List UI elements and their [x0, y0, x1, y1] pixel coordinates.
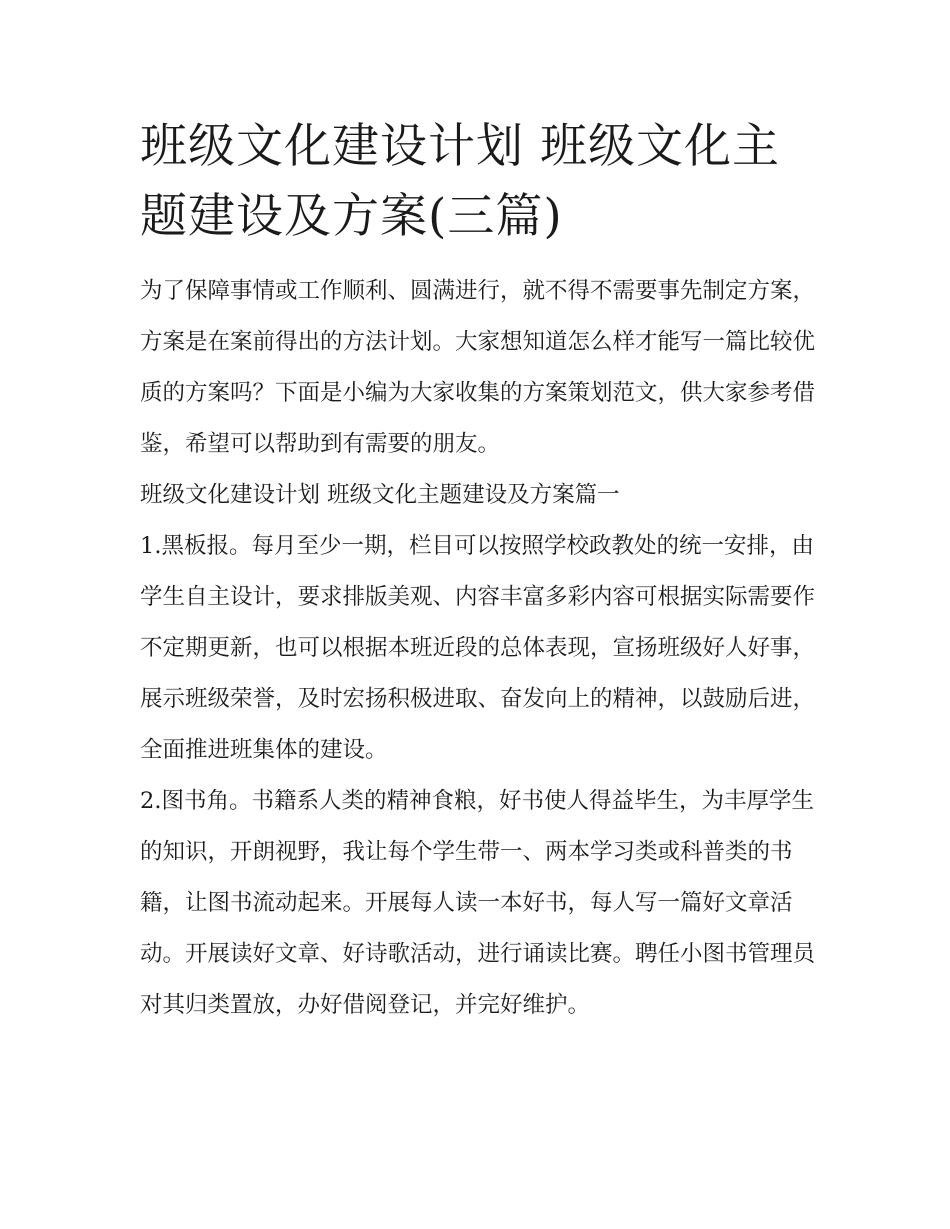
document-page — [140, 112, 820, 1031]
item-paragraph-blackboard: 1.黑板报。每月至少一期，栏目可以按照学校政教处的统一安排，由学生自主设计，要求排版美观、内容丰富多彩内容可根据实际需要作不定期更新，也可以根据本班近段的总体表现，宣扬班级好人好事，展示班级荣誉，及时宏扬积极进取、奋发向上的精神，以鼓励后进，全面推进班集体的建设。 — [140, 533, 816, 763]
document-body — [140, 266, 820, 1031]
intro-paragraph: 为了保障事情或工作顺利、圆满进行，就不得不需要事先制定方案，方案是在案前得出的方法计划。大家想知道怎么样才能写一篇比较优质的方案吗？下面是小编为大家收集的方案策划范文，供大家参考借鉴，希望可以帮助到有需要的朋友。 — [140, 278, 816, 457]
item-paragraph-book-corner: 2.图书角。书籍系人类的精神食粮，好书使人得益毕生，为丰厚学生的知识，开朗视野，我让每个学生带一、两本学习类或科普类的书籍，让图书流动起来。开展每人读一本好书，每人写一篇好文章活动。开展读好文章、好诗歌活动，进行诵读比赛。聘任小图书管理员对其归类置放，办好借阅登记，并完好维护。 — [140, 788, 816, 1018]
section-heading: 班级文化建设计划 班级文化主题建设及方案篇一 — [140, 482, 620, 508]
document-title: 班级文化建设计划 班级文化主题建设及方案(三篇) — [140, 119, 780, 244]
